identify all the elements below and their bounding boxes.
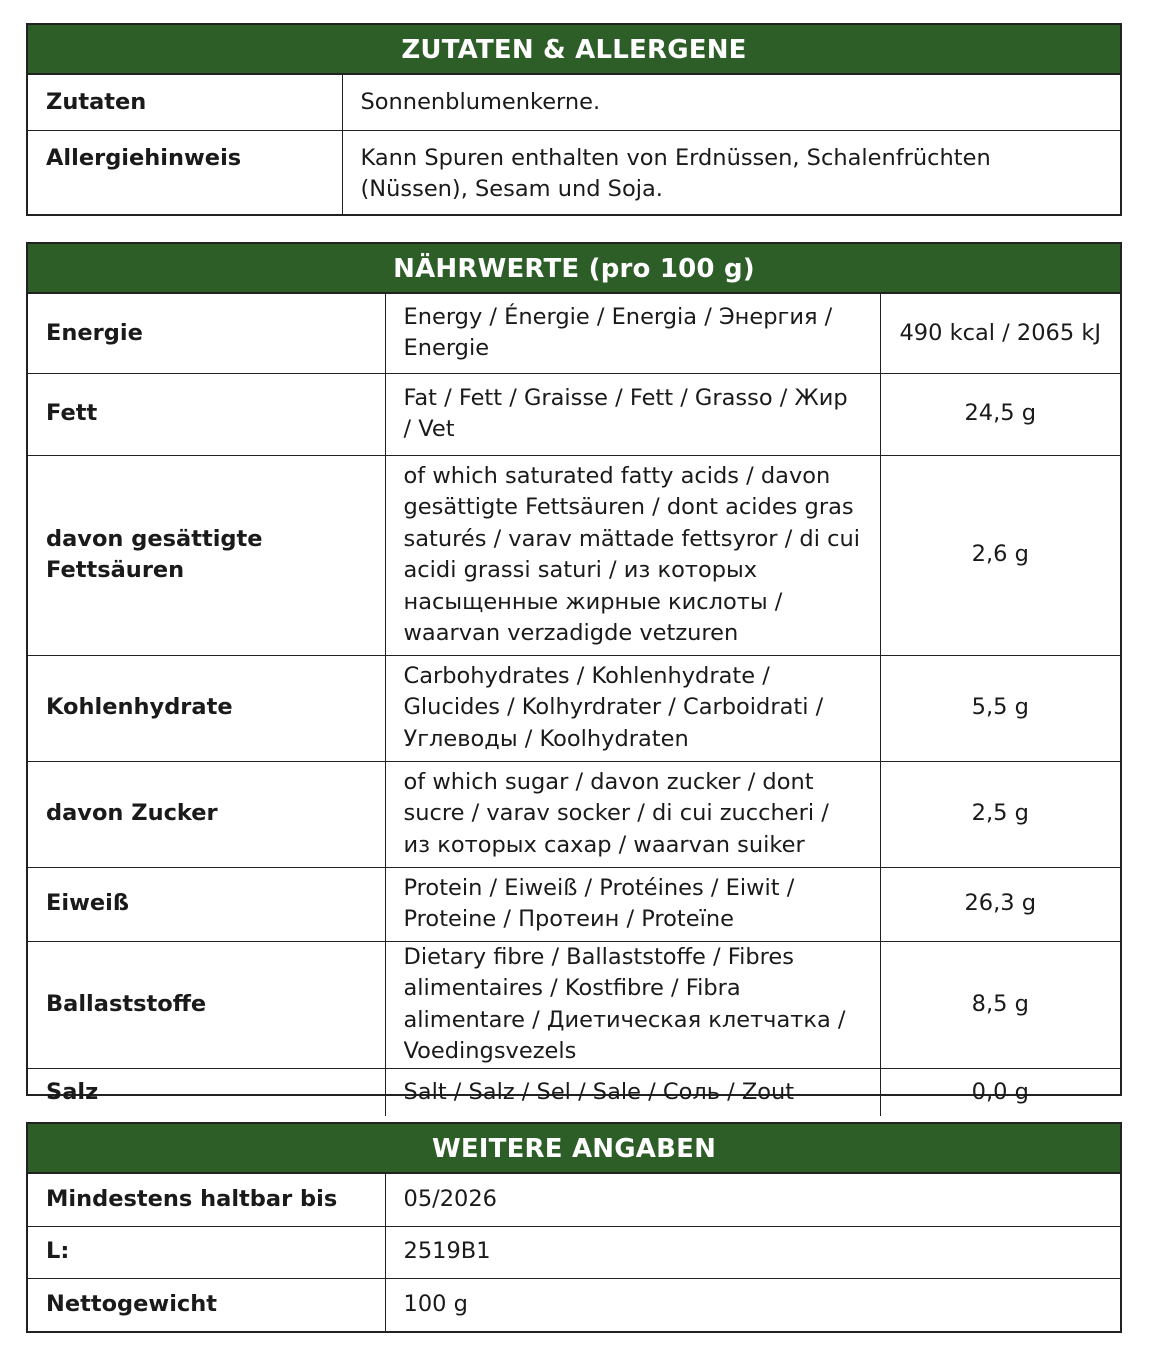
table-row [28, 455, 1120, 655]
further-info-section [26, 1122, 1122, 1333]
further-info-header: WEITERE ANGABEN [28, 1124, 1120, 1174]
info-value-lot: 2519B1 [385, 1226, 1120, 1278]
ingredients-table [28, 75, 1120, 214]
info-value-net-weight: 100 g [385, 1278, 1120, 1331]
table-row [28, 1278, 1120, 1331]
nutrient-translations: Fat / Fett / Graisse / Fett / Grasso / Жир / Vet [385, 373, 880, 455]
nutrient-value: 24,5 g [880, 373, 1120, 455]
nutrient-value: 2,6 g [880, 455, 1120, 655]
table-row [28, 761, 1120, 867]
nutrient-label: Energie [46, 319, 143, 346]
nutrient-label: Eiweiß [28, 867, 385, 941]
table-row [28, 1174, 1120, 1226]
nutrient-translations: Protein / Eiweiß / Protéines / Eiwit / Proteine / Протеин / Proteïne [385, 867, 880, 941]
ingredients-header: ZUTATEN & ALLERGENE [28, 25, 1120, 75]
info-label-lot: L: [28, 1226, 385, 1278]
nutrient-value: 8,5 g [880, 941, 1120, 1068]
nutrient-translations: Salt / Salz / Sel / Sale / Соль / Zout [385, 1068, 880, 1116]
table-row [28, 1226, 1120, 1278]
nutrient-label: davon gesättigte Fettsäuren [28, 455, 385, 655]
nutrition-section [26, 242, 1122, 1105]
nutrient-value: 26,3 g [880, 867, 1120, 941]
nutrient-translations: of which sugar / davon zucker / dont sucre / varav socker / di cui zuccheri / из которых сахар / waarvan suiker [385, 761, 880, 867]
info-label-best-before: Mindestens haltbar bis [46, 1186, 338, 1212]
nutrient-label: davon Zucker [28, 761, 385, 867]
table-row [28, 655, 1120, 761]
row-label-zutaten: Zutaten [46, 88, 147, 115]
info-label-net-weight: Nettogewicht [28, 1278, 385, 1331]
nutrition-header: NÄHRWERTE (pro 100 g) [28, 244, 1120, 294]
table-row [28, 130, 1120, 214]
table-row [28, 294, 1120, 373]
row-text-zutaten: Sonnenblumenkerne. [342, 75, 1120, 130]
info-value-best-before: 05/2026 [385, 1174, 1120, 1226]
table-row [28, 867, 1120, 941]
nutrient-label: Kohlenhydrate [28, 655, 385, 761]
nutrient-value: 490 kcal / 2065 kJ [880, 294, 1120, 373]
nutrient-translations: Carbohydrates / Kohlenhydrate / Glucides / Kolhyrdrater / Carboidrati / Углеводы / Koolhydraten [385, 655, 880, 761]
nutrient-label: Ballaststoffe [28, 941, 385, 1068]
table-row [28, 1068, 1120, 1116]
nutrient-translations: of which saturated fatty acids / davon gesättigte Fettsäuren / dont acides gras saturés / varav mättade fettsyror / di cui acidi grassi saturi / из которых насыщенные жирные кислоты / waarvan verzadigde vetzuren [385, 455, 880, 655]
nutrient-value: 2,5 g [880, 761, 1120, 867]
nutrition-table [28, 294, 1120, 1116]
row-text-allergiehinweis: Kann Spuren enthalten von Erdnüssen, Schalenfrüchten (Nüssen), Sesam und Soja. [342, 130, 1120, 214]
table-row [28, 75, 1120, 130]
nutrient-label: Fett [28, 373, 385, 455]
table-row [28, 373, 1120, 455]
nutrient-value: 0,0 g [880, 1068, 1120, 1116]
nutrient-value: 5,5 g [880, 655, 1120, 761]
nutrient-translations: Energy / Énergie / Energia / Энергия / Energie [385, 294, 880, 373]
row-label-allergiehinweis: Allergiehinweis [28, 130, 342, 214]
nutrient-label: Salz [28, 1068, 385, 1116]
table-row [28, 941, 1120, 1068]
further-info-table [28, 1174, 1120, 1331]
nutrient-translations: Dietary fibre / Ballaststoffe / Fibres alimentaires / Kostfibre / Fibra alimentare / Диетическая клетчатка / Voedingsvezels [385, 941, 880, 1068]
ingredients-section [26, 23, 1122, 216]
